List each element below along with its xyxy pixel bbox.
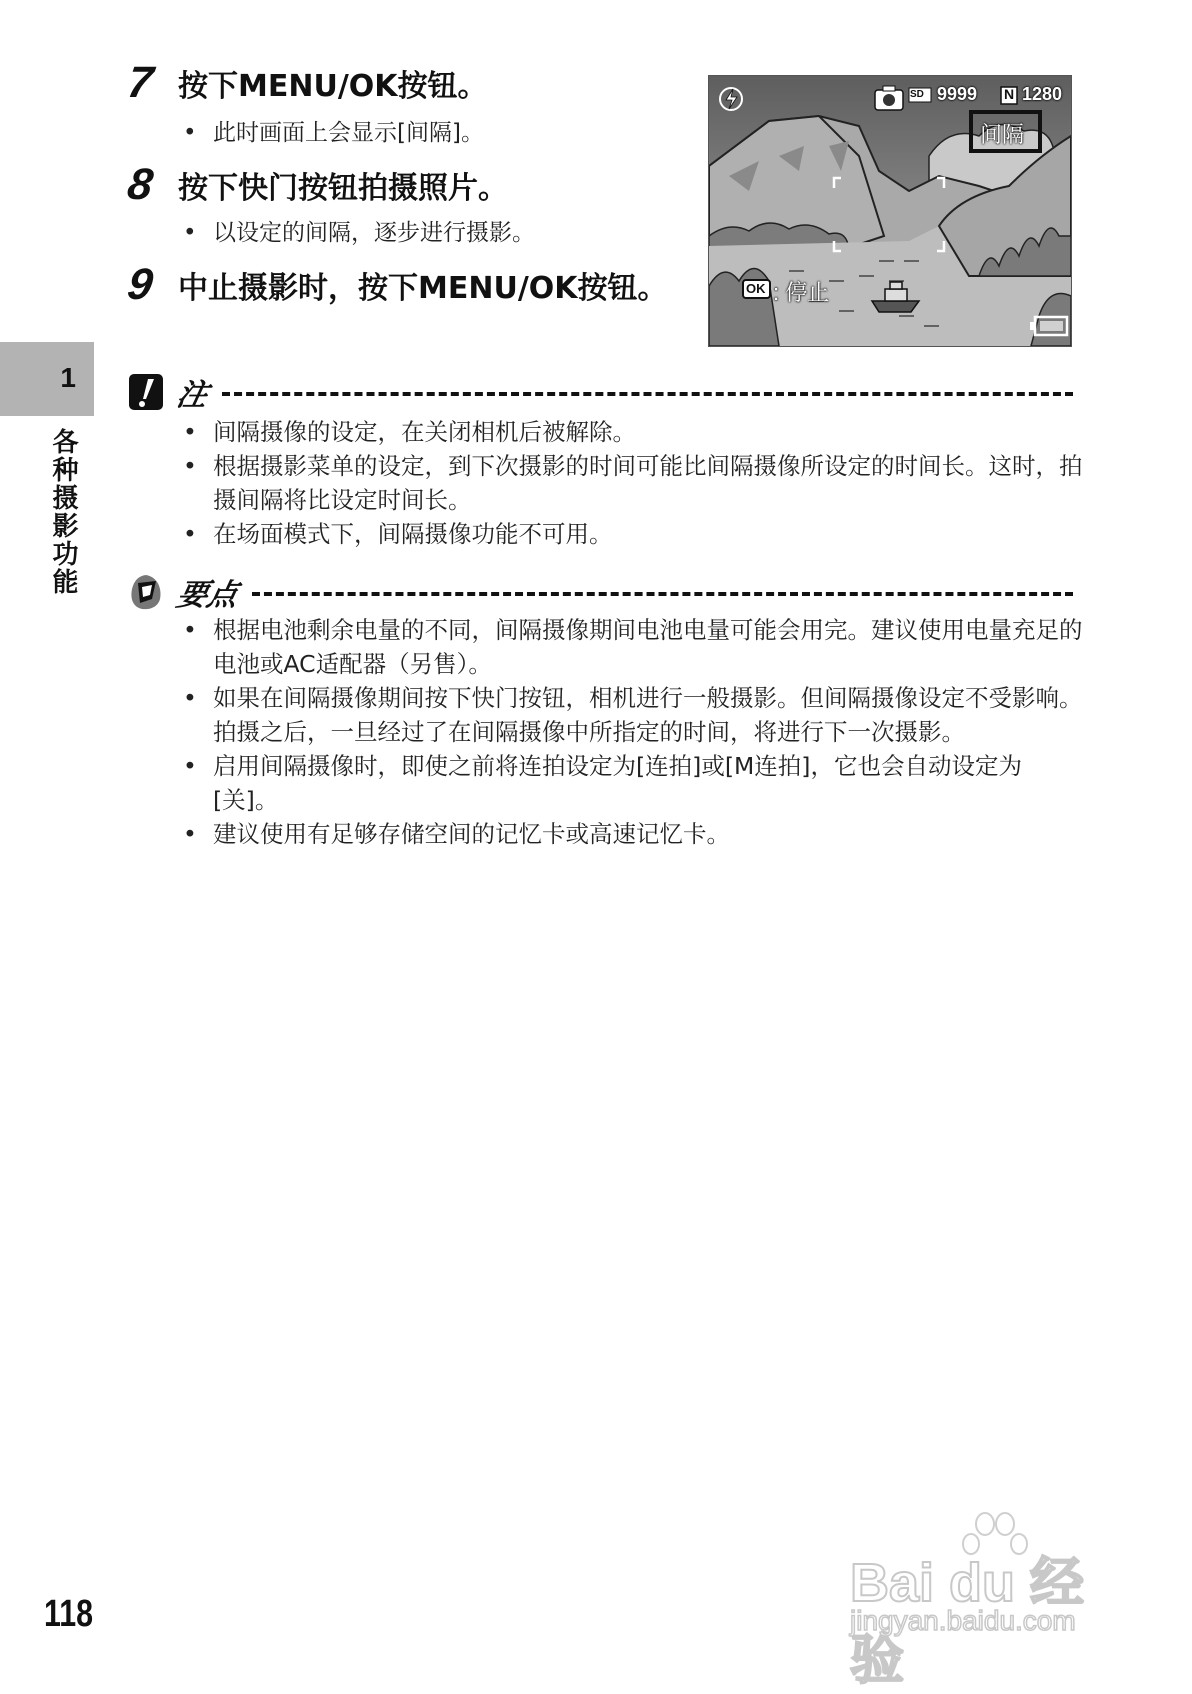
interval-indicator: 间隔	[980, 122, 1025, 147]
step-title: 按下MENU/OK按钮。	[178, 69, 488, 104]
watermark-brand: Bai du 经验	[850, 1553, 1085, 1690]
list-item: • 如果在间隔摄像期间按下快门按钮，相机进行一般摄影。但间隔摄像设定不受影响。拍摄之后，一旦经过了在间隔摄像中所指定的时间，将进行下一次摄影。	[183, 684, 1083, 746]
step-8	[124, 160, 508, 210]
step-title: 中止摄影时，按下MENU/OK按钮。	[178, 271, 668, 306]
step-7	[124, 58, 488, 108]
camera-screen-illustration	[708, 75, 1072, 347]
tips-title: 要点	[173, 578, 241, 613]
shots-remaining: 9999	[937, 84, 978, 104]
chapter-tab	[0, 342, 94, 416]
step-9	[124, 260, 668, 310]
list-item: • 在场面模式下，间隔摄像功能不可用。	[183, 520, 613, 548]
step-number: 8	[124, 160, 154, 209]
list-item: • 间隔摄像的设定，在关闭相机后被解除。	[183, 418, 636, 446]
ok-key-icon: OK	[746, 281, 766, 296]
stop-label: : 停止	[773, 280, 830, 305]
step-number: 7	[124, 58, 154, 107]
divider	[252, 592, 1073, 596]
step-number: 9	[124, 260, 154, 309]
quality-icon: N	[1004, 86, 1015, 102]
note-title: 注	[173, 378, 211, 413]
note-header	[128, 370, 1073, 414]
pencil-tip-icon	[128, 573, 164, 611]
step-8-note: • 以设定的间隔，逐步进行摄影。	[183, 220, 535, 246]
step-title: 按下快门按钮拍摄照片。	[178, 171, 508, 206]
list-item: • 启用间隔摄像时，即使之前将连拍设定为[连拍]或[M连拍]，它也会自动设定为[关]。	[183, 752, 1022, 814]
tips-list	[183, 613, 1083, 851]
watermark	[850, 1510, 1130, 1690]
chapter-number: 1	[60, 362, 76, 393]
list-item: • 根据电池剩余电量的不同，间隔摄像期间电池电量可能会用完。建议使用电量充足的电池或AC适配器（另售）。	[183, 616, 1083, 678]
image-size: 1280	[1022, 84, 1063, 104]
step-7-note: • 此时画面上会显示[间隔]。	[183, 120, 484, 146]
divider	[222, 392, 1073, 396]
landscape-illustration	[709, 76, 1071, 346]
list-item: • 根据摄影菜单的设定，到下次摄影的时间可能比间隔摄像所设定的时间长。这时，拍摄间隔将比设定时间长。	[183, 452, 1083, 514]
list-item: • 建议使用有足够存储空间的记忆卡或高速记忆卡。	[183, 820, 730, 848]
page-number: 118	[44, 1593, 94, 1635]
tips-header	[128, 570, 1073, 614]
chapter-title: 各种摄影功能	[48, 428, 78, 596]
note-list	[183, 415, 1083, 551]
card-icon: SD	[910, 89, 924, 100]
watermark-url: jingyan.baidu.com	[850, 1605, 1076, 1636]
caution-icon	[128, 373, 164, 411]
